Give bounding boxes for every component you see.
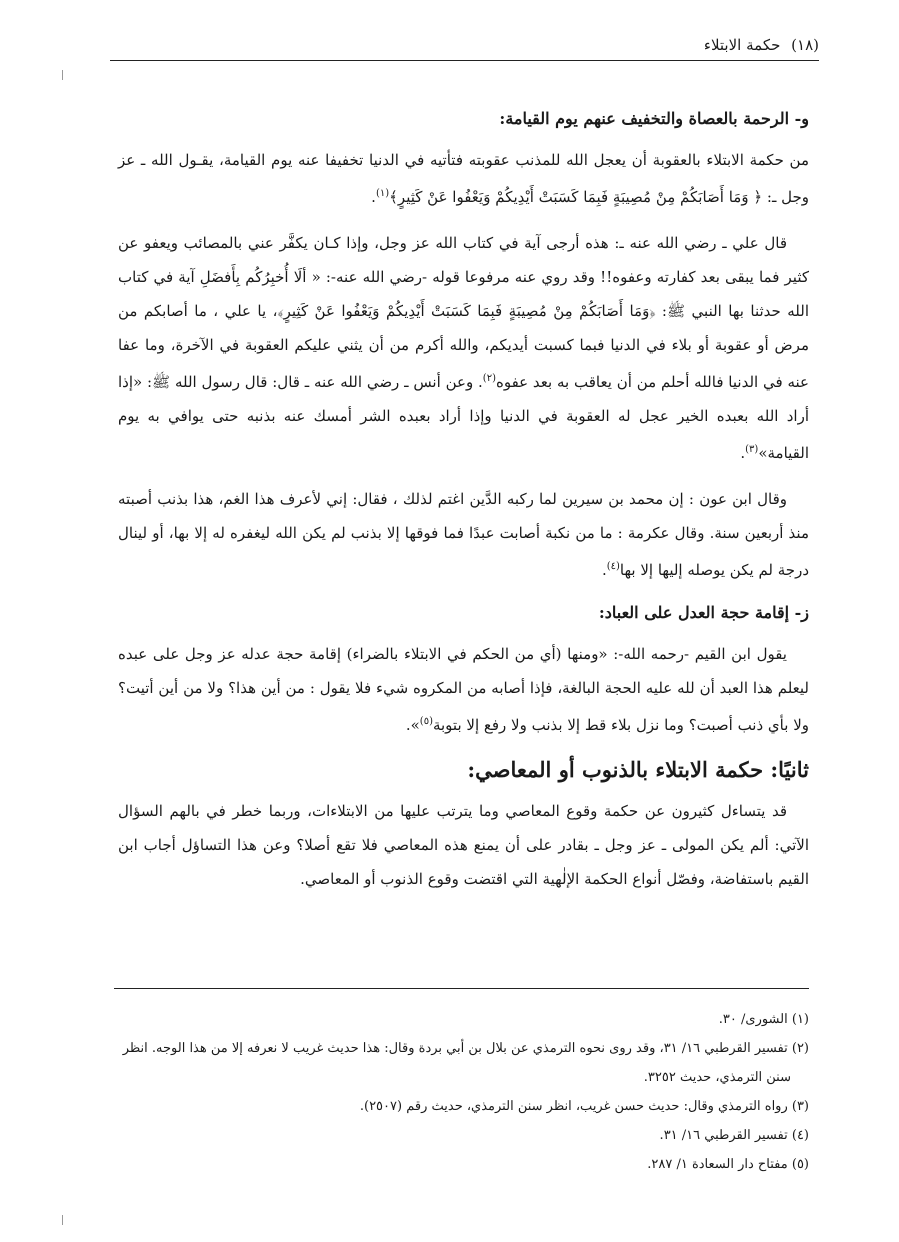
- footnote-ref: (٥): [419, 716, 433, 727]
- paragraph: يقول ابن القيم -رحمه الله-: «ومنها (أي من الحكم في الابتلاء بالضراء) إقامة حجة عدله عز وجل على عبده ليعلم هذا العبد أن لله عليه الحجة البالغة، فإذا أصابه من المكروه شيء فلا يقول : من أين هذا؟ ولا من أين أتيت؟ ولا بأي ذنب أصبت؟ وما نزل بلاء قط إلا بذنب ولا رفع إلا بتوبة$^{(٥)}$».: [118, 645, 809, 734]
- footnote: (٤) تفسير القرطبي ١٦/ ٣١.: [659, 1128, 809, 1143]
- section-heading-two: ثانيًا: حكمة الابتلاء بالذنوب أو المعاصي:: [467, 757, 809, 782]
- footnote: (٣) رواه الترمذي وقال: حديث حسن غريب، انظر سنن الترمذي، حديث رقم (٢٥٠٧).: [359, 1099, 809, 1114]
- paragraph: قال علي ـ رضي الله عنه ـ: هذه أرجى آية في كتاب الله عز وجل، وإذا كـان يكفَّر عني بالمصائب ويعفو عن كثير فما يبقى بعد كفارته وعفوه!! وقد روي عنه مرفوعا قوله -رضي الله عنه-: « ألَا أُخبِرُكُم بِأَفضَلِ آية في كتاب الله حدثنا بها النبي ﷺ: ﴿وَمَا أَصَابَكُمْ مِنْ مُصِيبَةٍ فَبِمَا كَسَبَتْ أَيْدِيكُمْ وَيَعْفُوا عَنْ كَثِيرٍ﴾، يا علي ، ما أصابكم من مرض أو عقوبة أو بلاء في الدنيا فبما كسبت أيديكم، والله أكرم من أن يثني عليكم العقوبة في الآخرة، وما عفا عنه في الدنيا فالله أحلم من أن يعاقب به بعد عفوه$^{(٢)}$. وعن أنس ـ رضي الله عنه ـ قال: قال رسول الله ﷺ: «إذا أراد الله بعبده الخير عجل له العقوبة في الدنيا وإذا أراد بعبده الشر أمسك عنه بذنبه حتى يوافي به يوم القيامة»$^{(٣)}$.: [118, 234, 809, 462]
- footnote-separator: [114, 988, 809, 989]
- footnote-ref: (٢): [482, 373, 496, 384]
- margin-mark: [62, 70, 63, 80]
- running-title: حكمة الابتلاء: [703, 36, 781, 54]
- page-body: [118, 105, 809, 908]
- footnote: (٥) مفتاح دار السعادة ١/ ٢٨٧.: [647, 1157, 809, 1172]
- paragraph: وقال ابن عون : إن محمد بن سيرين لما ركبه الدَّين اغتم لذلك ، فقال: إني لأعرف هذا الغم، هذا بذنب أصبته منذ أربعين سنة. وقال عكرمة : ما من نكبة أصابت عبدًا فما فوقها إلا بذنب لم يكن الله ليغفره له إلا بها، أو لينال درجة لم يكن يوصله إليها إلا بها$^{(٤)}$.: [118, 490, 809, 579]
- running-header: [110, 36, 819, 61]
- page-number: (١٨): [791, 36, 819, 54]
- footnote-ref: (١): [375, 188, 390, 199]
- section-heading-zay: ز- إقامة حجة العدل على العباد:: [598, 603, 809, 622]
- margin-mark: [62, 1215, 63, 1225]
- footnote-ref: (٣): [745, 444, 759, 455]
- footnote: (١) الشورى/ ٣٠.: [718, 1012, 809, 1027]
- paragraph: من حكمة الابتلاء بالعقوبة أن يعجل الله للمذنب عقوبته فتأتيه في الدنيا تخفيفا عنه يوم القيامة، يقـول الله ـ عز وجل ـ: ﴿ وَمَا أَصَابَكُمْ مِنْ مُصِيبَةٍ فَبِمَا كَسَبَتْ أَيْدِيكُمْ وَيَعْفُوا عَنْ كَثِيرٍ﴾$^{(١)}$.: [118, 151, 809, 206]
- footnote-ref: (٤): [606, 561, 620, 572]
- footnotes: [100, 1005, 809, 1179]
- footnote: (٢) تفسير القرطبي ١٦/ ٣١، وقد روى نحوه الترمذي عن بلال بن أبي بردة وقال: هذا حديث غريب لا نعرفه إلا من هذا الوجه. انظر سنن الترمذي، حديث ٣٢٥٢.: [122, 1041, 809, 1085]
- paragraph: قد يتساءل كثيرون عن حكمة وقوع المعاصي وما يترتب عليها من الابتلاءات، وربما خطر في بالهم السؤال الآتي: ألم يكن المولى ـ عز وجل ـ بقادر على أن يمنع هذه المعاصي فلا تقع أصلا؟ وعن هذا التساؤل أجاب ابن القيم باستفاضة، وفصّل أنواع الحكمة الإلٰهية التي اقتضت وقوع الذنوب أو المعاصي.: [118, 802, 809, 888]
- section-heading-waw: و- الرحمة بالعصاة والتخفيف عنهم يوم القيامة:: [499, 109, 809, 128]
